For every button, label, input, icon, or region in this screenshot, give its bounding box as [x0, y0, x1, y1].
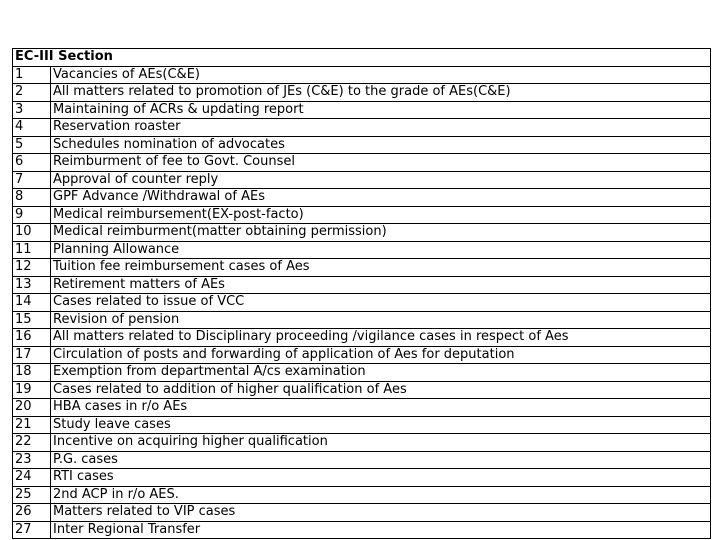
- table-row: [13, 381, 711, 399]
- table-row: [13, 276, 711, 294]
- row-number: 15: [13, 311, 51, 329]
- row-description: Study leave cases: [51, 416, 711, 434]
- table-row: [13, 136, 711, 154]
- section-title: EC-III Section: [13, 49, 711, 67]
- table-row: [13, 434, 711, 452]
- row-number: 1: [13, 66, 51, 84]
- header-row: [13, 49, 711, 67]
- row-number: 5: [13, 136, 51, 154]
- table-row: [13, 119, 711, 137]
- table-row: [13, 241, 711, 259]
- row-description: P.G. cases: [51, 451, 711, 469]
- row-number: 8: [13, 189, 51, 207]
- table-row: [13, 206, 711, 224]
- table-row: [13, 469, 711, 487]
- table-row: [13, 521, 711, 539]
- table-row: [13, 66, 711, 84]
- row-description: Maintaining of ACRs & updating report: [51, 101, 711, 119]
- row-description: HBA cases in r/o AEs: [51, 399, 711, 417]
- row-number: 18: [13, 364, 51, 382]
- row-description: Revision of pension: [51, 311, 711, 329]
- row-number: 17: [13, 346, 51, 364]
- table-row: [13, 399, 711, 417]
- row-number: 13: [13, 276, 51, 294]
- table-row: [13, 416, 711, 434]
- row-number: 19: [13, 381, 51, 399]
- row-number: 10: [13, 224, 51, 242]
- row-description: Reservation roaster: [51, 119, 711, 137]
- row-description: Exemption from departmental A/cs examination: [51, 364, 711, 382]
- row-description: Medical reimburment(matter obtaining permission): [51, 224, 711, 242]
- row-number: 27: [13, 521, 51, 539]
- row-number: 11: [13, 241, 51, 259]
- table-row: [13, 224, 711, 242]
- row-number: 3: [13, 101, 51, 119]
- row-description: Reimburment of fee to Govt. Counsel: [51, 154, 711, 172]
- table-row: [13, 101, 711, 119]
- row-number: 16: [13, 329, 51, 347]
- row-description: Circulation of posts and forwarding of application of Aes for deputation: [51, 346, 711, 364]
- table-row: [13, 154, 711, 172]
- section-duties-table: [12, 48, 711, 539]
- row-number: 24: [13, 469, 51, 487]
- row-description: Cases related to addition of higher qualification of Aes: [51, 381, 711, 399]
- table-row: [13, 364, 711, 382]
- table-row: [13, 259, 711, 277]
- row-description: Planning Allowance: [51, 241, 711, 259]
- row-description: All matters related to Disciplinary proceeding /vigilance cases in respect of Aes: [51, 329, 711, 347]
- table-row: [13, 294, 711, 312]
- row-description: Matters related to VIP cases: [51, 504, 711, 522]
- table-row: [13, 504, 711, 522]
- row-number: 26: [13, 504, 51, 522]
- row-description: Medical reimbursement(EX-post-facto): [51, 206, 711, 224]
- row-number: 14: [13, 294, 51, 312]
- row-number: 4: [13, 119, 51, 137]
- row-description: Approval of counter reply: [51, 171, 711, 189]
- table-row: [13, 329, 711, 347]
- row-number: 23: [13, 451, 51, 469]
- table-body: [13, 49, 711, 539]
- row-description: RTI cases: [51, 469, 711, 487]
- table-row: [13, 84, 711, 102]
- row-number: 2: [13, 84, 51, 102]
- row-description: Vacancies of AEs(C&E): [51, 66, 711, 84]
- row-number: 7: [13, 171, 51, 189]
- row-description: GPF Advance /Withdrawal of AEs: [51, 189, 711, 207]
- table-row: [13, 451, 711, 469]
- row-description: Incentive on acquiring higher qualification: [51, 434, 711, 452]
- row-description: Tuition fee reimbursement cases of Aes: [51, 259, 711, 277]
- table-row: [13, 171, 711, 189]
- table-row: [13, 486, 711, 504]
- row-description: Schedules nomination of advocates: [51, 136, 711, 154]
- row-number: 22: [13, 434, 51, 452]
- row-number: 25: [13, 486, 51, 504]
- row-description: Retirement matters of AEs: [51, 276, 711, 294]
- row-number: 9: [13, 206, 51, 224]
- row-description: Inter Regional Transfer: [51, 521, 711, 539]
- row-number: 12: [13, 259, 51, 277]
- row-description: 2nd ACP in r/o AES.: [51, 486, 711, 504]
- table-row: [13, 311, 711, 329]
- row-number: 6: [13, 154, 51, 172]
- table-row: [13, 346, 711, 364]
- row-description: All matters related to promotion of JEs (C&E) to the grade of AEs(C&E): [51, 84, 711, 102]
- table-row: [13, 189, 711, 207]
- row-description: Cases related to issue of VCC: [51, 294, 711, 312]
- row-number: 20: [13, 399, 51, 417]
- row-number: 21: [13, 416, 51, 434]
